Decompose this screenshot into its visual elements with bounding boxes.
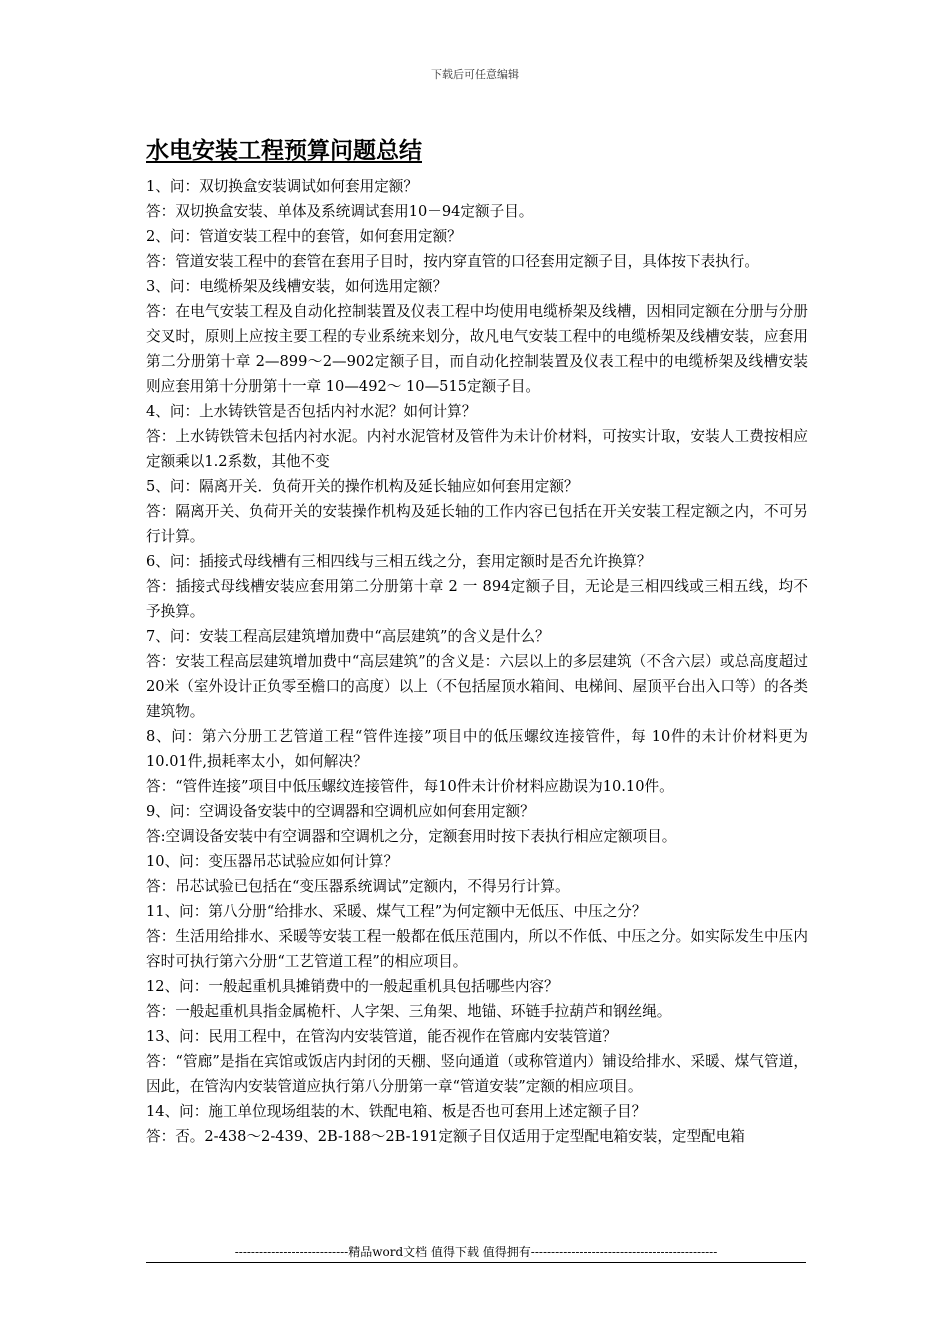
- paragraph: 答：一般起重机具指金属桅杆、人字架、三角架、地锚、环链手拉葫芦和钢丝绳。: [146, 1003, 672, 1020]
- paragraph: 答：隔离开关、负荷开关的安装操作机构及延长轴的工作内容已包括在开关安装工程定额之内，不可另行计算。: [146, 503, 808, 545]
- paragraph: 1、问：双切换盒安装调试如何套用定额？: [146, 178, 418, 195]
- paragraph: 答：双切换盒安装、单体及系统调试套用10－94定额子目。: [146, 203, 534, 220]
- paragraph: 答：在电气安装工程及自动化控制装置及仪表工程中均使用电缆桥架及线槽，因相同定额在分册与分册交叉时，原则上应按主要工程的专业系统来划分，故凡电气安装工程中的电缆桥架及线槽安装，应套用第二分册第十章 2—899～2—902定额子目，而自动化控制装置及仪表工程中的电缆桥架及线槽安装则应套用第十分册第十一章 10—492～ 10—515定额子目。: [146, 303, 808, 395]
- paragraph: 答:空调设备安装中有空调器和空调机之分，定额套用时按下表执行相应定额项目。: [146, 828, 677, 845]
- paragraph: 4、问：上水铸铁管是否包括内衬水泥？如何计算？: [146, 403, 477, 420]
- header-note: 下载后可任意编辑: [431, 68, 519, 81]
- paragraph: 答：管道安装工程中的套管在套用子目时，按内穿直管的口径套用定额子目，具体按下表执行。: [146, 253, 759, 270]
- paragraph: 答：否。2-438～2-439、2B-188～2B-191定额子目仅适用于定型配电箱安装，定型配电箱: [146, 1128, 745, 1145]
- paragraph: 9、问：空调设备安装中的空调器和空调机应如何套用定额？: [146, 803, 535, 820]
- paragraph: 2、问：管道安装工程中的套管，如何套用定额？: [146, 228, 462, 245]
- paragraph: 5、问：隔离开关．负荷开关的操作机构及延长轴应如何套用定额？: [146, 478, 579, 495]
- paragraph: 13、问：民用工程中，在管沟内安装管道，能否视作在管廊内安装管道？: [146, 1028, 617, 1045]
- paragraph: 答：吊芯试验已包括在“变压器系统调试”定额内，不得另行计算。: [146, 878, 570, 895]
- paragraph: 14、问：施工单位现场组装的木、铁配电箱、板是否也可套用上述定额子目？: [146, 1103, 647, 1120]
- paragraph: 答：生活用给排水、采暖等安装工程一般都在低压范围内，所以不作低、中压之分。如实际发生中压内容时可执行第六分册“工艺管道工程”的相应项目。: [146, 928, 808, 970]
- paragraph: 答：“管件连接”项目中低压螺纹连接管件，每10件未计价材料应勘误为10.10件。: [146, 778, 674, 795]
- paragraph: 答：安装工程高层建筑增加费中“高层建筑”的含义是：六层以上的多层建筑（不含六层）或总高度超过 20米（室外设计正负零至檐口的高度）以上（不包括屋顶水箱间、电梯间、屋顶平台出入口等）的各类建筑物。: [146, 653, 808, 720]
- paragraph: 答：上水铸铁管未包括内衬水泥。内衬水泥管材及管件为未计价材料，可按实计取，安装人工费按相应定额乘以1.2系数，其他不变: [146, 428, 808, 470]
- paragraph: 答：插接式母线槽安装应套用第二分册第十章 2 一 894定额子目，无论是三相四线或三相五线，均不予换算。: [146, 578, 808, 620]
- paragraph: 10、问：变压器吊芯试验应如何计算？: [146, 853, 399, 870]
- paragraph: 11、问：第八分册“给排水、采暖、煤气工程”为何定额中无低压、中压之分？: [146, 903, 647, 920]
- paragraph: 3、问：电缆桥架及线槽安装，如何选用定额？: [146, 278, 448, 295]
- paragraph: 答：“管廊”是指在宾馆或饭店内封闭的天棚、竖向通道（或称管道内）铺设给排水、采暖、煤气管道，因此，在管沟内安装管道应执行第八分册第一章“管道安装”定额的相应项目。: [146, 1053, 808, 1095]
- paragraph: 8、问：第六分册工艺管道工程“管件连接”项目中的低压螺纹连接管件，每 10件的未计价材料更为10.01件,损耗率太小，如何解决？: [146, 728, 808, 770]
- paragraph: 12、问：一般起重机具摊销费中的一般起重机具包括哪些内容？: [146, 978, 559, 995]
- footer-rule: [146, 1262, 806, 1263]
- footer-text: ----------------------------精品word文档 值得下载 值得拥有----------------------------------------------: [234, 1245, 718, 1259]
- paragraph: 7、问：安装工程高层建筑增加费中“高层建筑”的含义是什么？: [146, 628, 550, 645]
- document-body: [146, 174, 808, 1149]
- paragraph: 6、问：插接式母线槽有三相四线与三相五线之分，套用定额时是否允许换算？: [146, 553, 652, 570]
- document-title: 水电安装工程预算问题总结: [146, 138, 422, 164]
